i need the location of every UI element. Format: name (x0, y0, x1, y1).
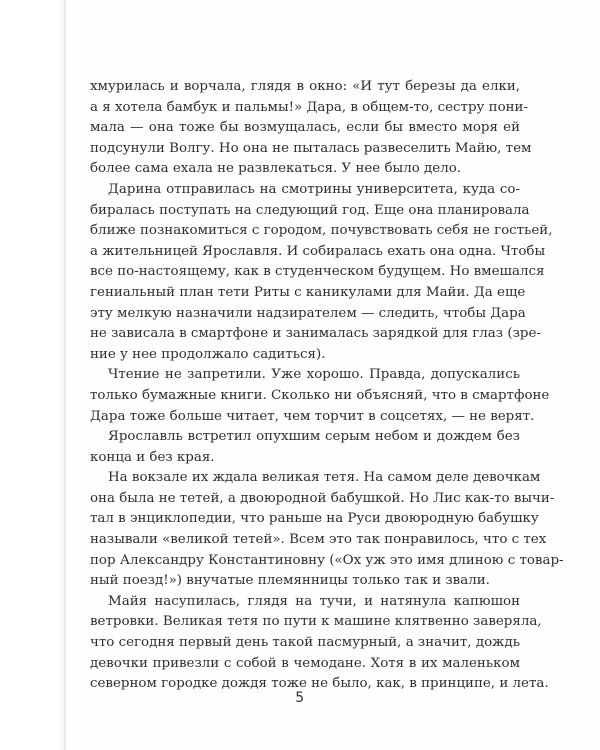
paragraph (90, 592, 549, 695)
paragraph (90, 468, 564, 592)
body-text (90, 77, 564, 695)
text-line: подсунули Волгу. Но она не пыталась развеселить Майю, тем (90, 140, 532, 156)
text-line: она была не тетей, а двоюродной бабушкой. Но Лис как-то вычи- (90, 490, 555, 506)
text-line: гениальный план тети Риты с каникулами для Майи. Да еще (90, 284, 526, 300)
text-line: ние у нее продолжало садиться). (90, 346, 326, 362)
text-line: конца и без края. (90, 449, 215, 465)
text-line: более сама ехала не развлекаться. У нее было дело. (90, 161, 462, 177)
text-line: ветровки. Великая тетя по пути к машине клятвенно заверяла, (90, 614, 542, 630)
text-line: Майя насупилась, глядя на тучи, и натянула капюшон (108, 593, 520, 609)
text-line: тал в энциклопедии, что раньше на Руси двоюродную бабушку (90, 511, 539, 527)
text-line: называли «великой тетей». Всем это так понравилось, что с тех (90, 532, 547, 548)
text-line: ближе познакомиться с городом, почувствовать себя не гостьей, (90, 223, 553, 239)
text-line: а я хотела бамбук и пальмы!» Дара, в общем-то, сестру пони- (90, 99, 529, 115)
text-line: Дарина отправилась на смотрины университета, куда со- (108, 181, 520, 197)
text-line: не зависала в смартфоне и занималась зарядкой для глаз (зре- (90, 326, 541, 342)
paragraph (90, 180, 553, 365)
paragraph (90, 77, 532, 180)
page-number: 5 (295, 690, 305, 706)
text-line: пор Александру Константиновну («Ох уж это имя длиною с товар- (90, 552, 564, 568)
text-line: девочки привезли с собой в чемодане. Хотя в их маленьком (90, 655, 520, 671)
text-line: только бумажные книги. Сколько ни объясняй, что в смартфоне (90, 387, 550, 403)
text-line: биралась поступать на следующий год. Еще она планировала (90, 202, 530, 218)
text-line: хмурилась и ворчала, глядя в окно: «И тут березы да елки, (90, 79, 520, 94)
text-line: На вокзале их ждала великая тетя. На самом деле девочкам (108, 470, 541, 486)
text-line: а жительницей Ярославля. И собиралась ехать она одна. Чтобы (90, 243, 546, 259)
text-line: Дара тоже больше читает, чем торчит в соцсетях, — не верят. (90, 408, 535, 424)
text-line: все по-настоящему, как в студенческом будущем. Но вмешался (90, 264, 545, 280)
text-line: эту мелкую назначили надзирателем — следить, чтобы Дара (90, 305, 526, 321)
text-line: Ярославль встретил опухшим серым небом и дождем без (108, 429, 520, 445)
text-line: северном городке дождя тоже не было, как, в принципе, и лета. (90, 676, 549, 692)
paragraph (90, 365, 550, 427)
paragraph (90, 427, 520, 468)
text-line: ный поезд!») внучатые племянницы только так и звали. (90, 573, 490, 589)
text-line: что сегодня первый день такой пасмурный, а значит, дождь (90, 635, 521, 651)
text-line: мала — она тоже бы возмущалась, если бы вместо моря ей (90, 120, 520, 136)
text-line: Чтение не запретили. Уже хорошо. Правда, допускались (108, 367, 520, 383)
